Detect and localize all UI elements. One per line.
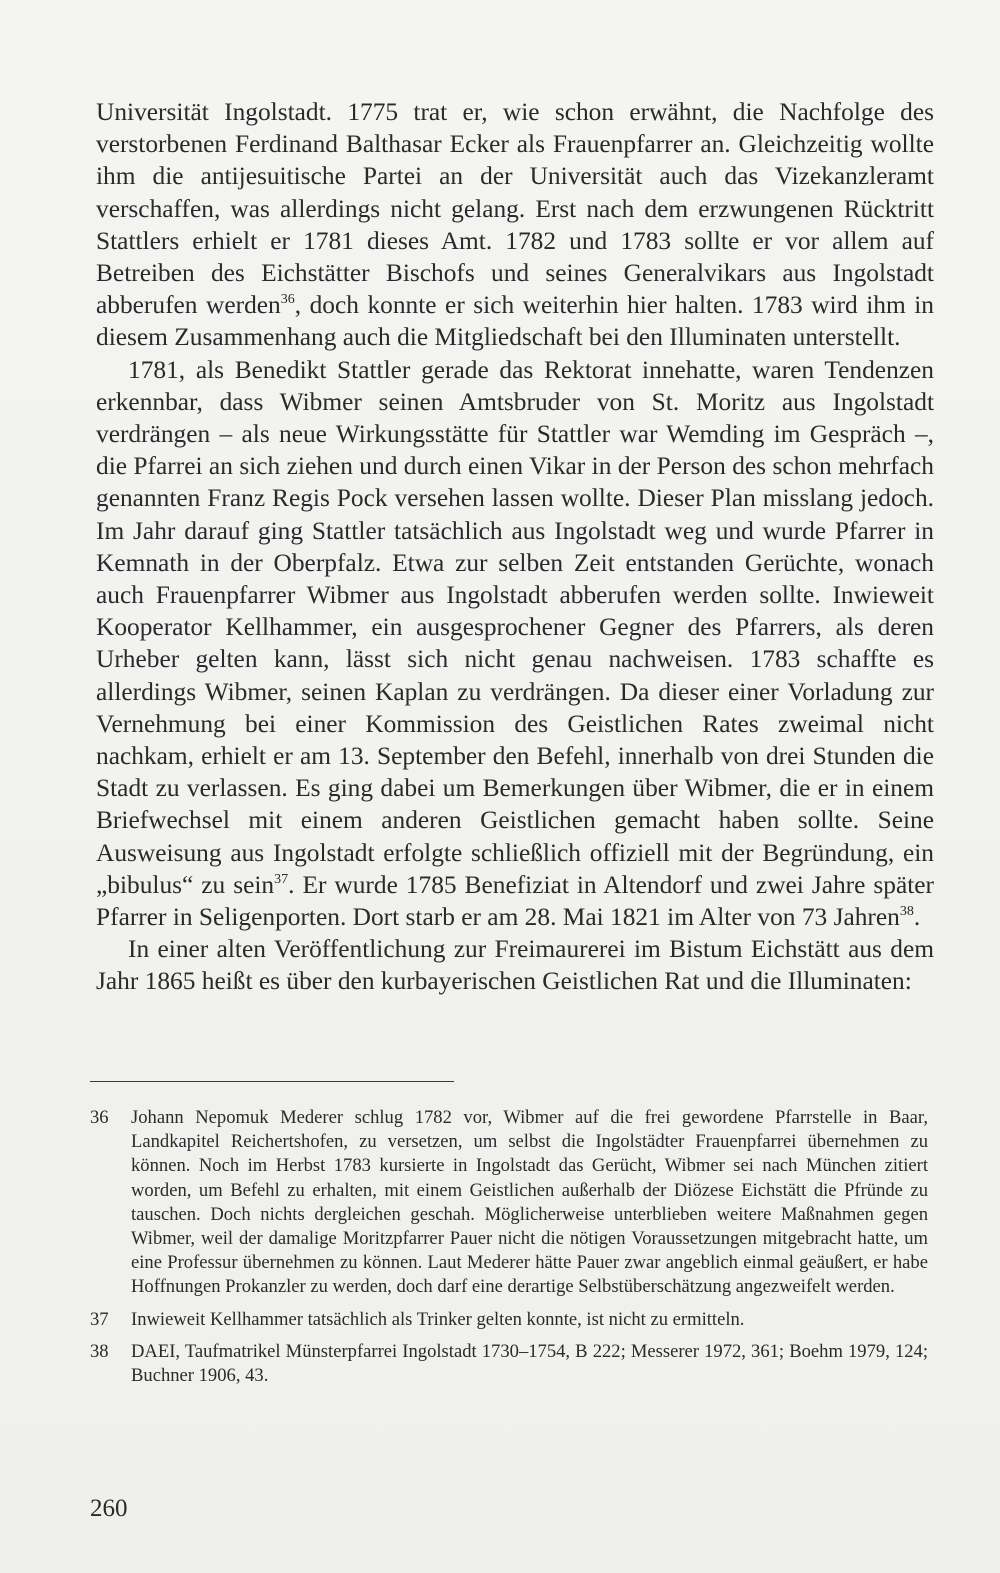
footnote-text: DAEI, Taufmatrikel Münsterpfarrei Ingolstadt 1730–1754, B 222; Messerer 1972, 361; Boehm 1979, 124; Buchner 1906, 43. xyxy=(131,1340,928,1387)
paragraph-2-part-b: . Er wurde 1785 Benefiziat in Altendorf und zwei Jahre später Pfarrer in Seligenporten. Dort starb er am 28. Mai 1821 im Alter von 73 Jahren xyxy=(96,870,934,932)
footnote-text: Inwieweit Kellhammer tatsächlich als Trinker gelten konnte, ist nicht zu ermitteln. xyxy=(131,1308,745,1330)
footnote-number: 36 xyxy=(90,1107,109,1128)
paragraph-3: In einer alten Veröffentlichung zur Freimaurerei im Bistum Eichstätt aus dem Jahr 1865 heißt es über den kurbayerischen Geistlichen Rat und die Illuminaten: xyxy=(96,935,934,996)
paragraph-1-part-a: Universität Ingolstadt. 1775 trat er, wie schon erwähnt, die Nachfolge des verstorbenen Ferdinand Balthasar Ecker als Frauenpfarrer an. Gleichzeitig wollte ihm die antijesuitische Partei an der Universität auch das Vizekanzleramt verschaffen, was allerdings nicht gelang. Erst nach dem erzwungenen Rücktritt Stattlers erhielt er 1781 dieses Amt. 1782 und 1783 sollte er vor allem auf Betreiben des Eichstätter Bischofs und seines Generalvikars aus Ingolstadt abberufen werden xyxy=(96,98,934,320)
page-number: 260 xyxy=(90,1495,128,1522)
footnote-ref-36[interactable]: 36 xyxy=(280,292,295,308)
footnotes xyxy=(90,1106,928,1396)
main-text xyxy=(96,96,934,998)
footnote-38 xyxy=(90,1340,928,1388)
paragraph-1 xyxy=(96,96,934,354)
footnote-37 xyxy=(90,1308,928,1332)
footnote-ref-37[interactable]: 37 xyxy=(274,871,289,887)
paragraph-2-part-c: . xyxy=(913,903,921,932)
footnote-text: Johann Nepomuk Mederer schlug 1782 vor, Wibmer auf die frei gewordene Pfarrstelle in Baar, Landkapitel Reichertshofen, zu versetzen, um selbst die Ingolstädter Frauenpfarrei übernehmen zu können. Noch im Herbst 1783 kursierte in Ingolstadt das Gerücht, Wibmer sei nach München zitiert worden, um Befehl zu erhalten, mit einem Geistlichen außerhalb der Diözese Eichstätt die Pfründe zu tauschen. Doch nichts dergleichen geschah. Möglicherweise unterblieben weitere Maßnahmen gegen Wibmer, weil der damalige Moritzpfarrer Pauer nicht die nötigen Voraussetzungen mitgebracht hatte, um eine Professur übernehmen zu können. Laut Mederer hätte Pauer zwar angeblich einmal geäußert, er habe Hoffnungen Prokanzler zu werden, doch darf eine derartige Selbstüberschätzung angezweifelt werden. xyxy=(131,1107,928,1298)
paragraph-2-part-a: 1781, als Benedikt Stattler gerade das Rektorat innehatte, waren Tendenzen erkennbar, dass Wibmer seinen Amtsbruder von St. Moritz aus Ingolstadt verdrängen – als neue Wirkungsstätte für Stattler war Wemding im Gespräch –, die Pfarrei an sich ziehen und durch einen Vikar in der Person des schon mehrfach genannten Franz Regis Pock versehen lassen wollte. Dieser Plan misslang jedoch. Im Jahr darauf ging Stattler tatsächlich aus Ingolstadt weg und wurde Pfarrer in Kemnath in der Oberpfalz. Etwa zur selben Zeit entstanden Gerüchte, wonach auch Frauenpfarrer Wibmer aus Ingolstadt abberufen werden sollte. Inwieweit Kooperator Kellhammer, ein ausgesprochener Gegner des Pfarrers, als deren Urheber gelten kann, lässt sich nicht genau nachweisen. 1783 schaffte es allerdings Wibmer, seinen Kaplan zu verdrängen. Da dieser einer Vorladung zur Vernehmung bei einer Kommission des Geistlichen Rates zweimal nicht nachkam, erhielt er am 13. September den Befehl, innerhalb von drei Stunden die Stadt zu verlassen. Es ging dabei um Bemerkungen über Wibmer, die er in einem Briefwechsel mit einem anderen Geistlichen gemacht haben sollte. Seine Ausweisung aus Ingolstadt erfolgte schließlich offiziell mit der Begründung, ein „bibulus“ zu sein xyxy=(96,355,934,899)
footnote-separator xyxy=(90,1081,454,1082)
footnote-number: 37 xyxy=(90,1308,109,1330)
paragraph-1-part-b: , doch konnte er sich weiterhin hier halten. 1783 wird ihm in diesem Zusammenhang auch die Mitgliedschaft bei den Illuminaten unterstellt. xyxy=(96,291,934,352)
footnote-number: 38 xyxy=(90,1340,109,1362)
footnote-ref-38[interactable]: 38 xyxy=(899,904,914,920)
paragraph-2 xyxy=(96,354,934,934)
footnote-36 xyxy=(90,1106,928,1300)
